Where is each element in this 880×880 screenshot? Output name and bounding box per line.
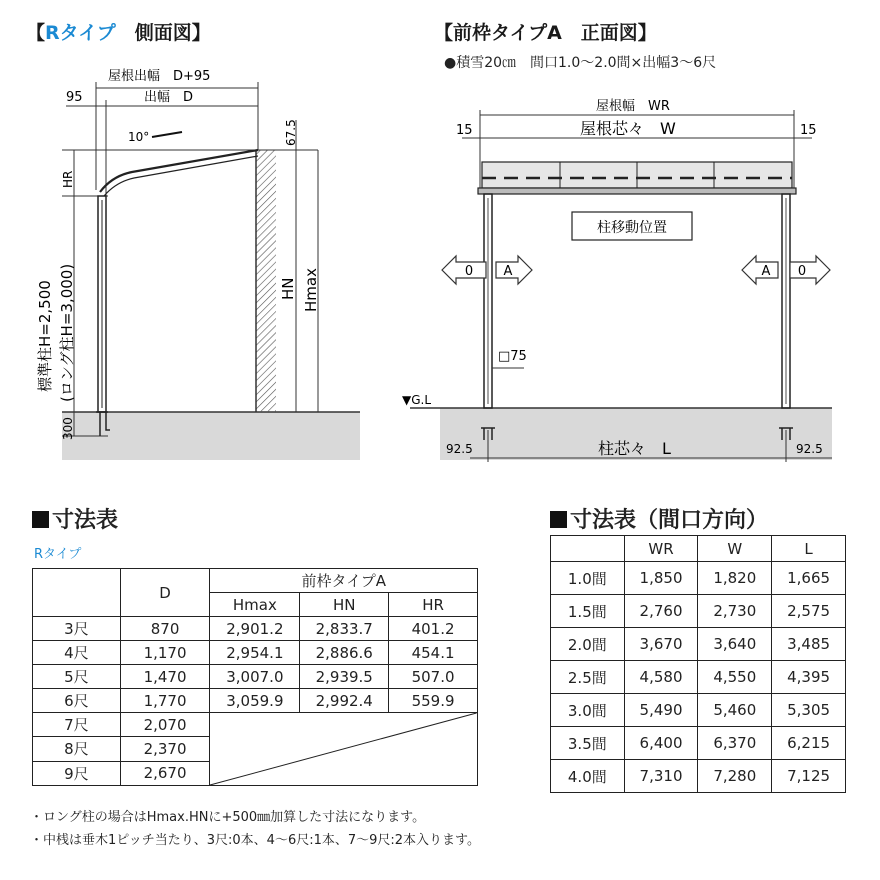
- wall-hatch: [256, 150, 276, 412]
- cell-l: 2,575: [772, 595, 846, 628]
- long-post-label: (ロング柱H=3,000): [58, 263, 76, 402]
- table2-title-text: 寸法表（間口方向）: [570, 508, 769, 533]
- cell-l: 6,215: [772, 727, 846, 760]
- left-15-label: 15: [456, 123, 473, 138]
- cell-hr: 454.1: [389, 641, 478, 665]
- cell-d: 870: [120, 617, 210, 641]
- angle-label: 10°: [128, 130, 150, 144]
- cell-hr: 507.0: [389, 665, 478, 689]
- front-view-title: 前枠タイプA 正面図】: [453, 22, 657, 44]
- table2-title: [550, 503, 768, 534]
- r-type-label: Rタイプ: [45, 22, 116, 44]
- cell-d: 2,070: [120, 713, 210, 737]
- cell-d: 2,370: [120, 737, 210, 761]
- cell-l: 4,395: [772, 661, 846, 694]
- cell-size: 6尺: [33, 689, 121, 713]
- cell-size: 7尺: [33, 713, 121, 737]
- cell-l: 1,665: [772, 562, 846, 595]
- arrow-right-icon: [790, 256, 830, 284]
- front-view-drawing: [402, 0, 880, 470]
- arrow-right-icon: [496, 256, 532, 284]
- cell-size: 4尺: [33, 641, 121, 665]
- side-view-drawing: [0, 0, 440, 470]
- post-core-label: 柱芯々 L: [598, 439, 671, 458]
- cell-wr: 7,310: [624, 760, 698, 793]
- table-row: [33, 665, 478, 689]
- cell-d: 1,470: [120, 665, 210, 689]
- right-15-label: 15: [800, 123, 817, 138]
- v67-label: 67.5: [284, 119, 298, 146]
- arrow-left-icon: [742, 256, 778, 284]
- hr-label: HR: [61, 170, 75, 188]
- cell-w: 2,730: [698, 595, 772, 628]
- table-row: [33, 641, 478, 665]
- front-frame: [478, 188, 796, 194]
- square-bullet-icon: [32, 511, 49, 528]
- table-row: [551, 661, 846, 694]
- table2-corner: [551, 536, 625, 562]
- cell-hr: 401.2: [389, 617, 478, 641]
- hn-label: HN: [279, 277, 297, 300]
- cell-size: 5尺: [33, 665, 121, 689]
- dimension-table-width: [550, 535, 846, 793]
- table1-col-hr: HR: [389, 593, 478, 617]
- snow-note: ●積雪20㎝ 間口1.0〜2.0間×出幅3〜6尺: [444, 55, 717, 71]
- zero-right-label: 0: [797, 264, 807, 279]
- post-move-label: 柱移動位置: [597, 220, 667, 236]
- cell-w: 6,370: [698, 727, 772, 760]
- roof-inner: [104, 156, 258, 196]
- a-left-label: A: [503, 264, 513, 279]
- table-row: [551, 694, 846, 727]
- table-row: [33, 617, 478, 641]
- table1-col-hn: HN: [300, 593, 389, 617]
- cell-wr: 2,760: [624, 595, 698, 628]
- cell-w: 7,280: [698, 760, 772, 793]
- roof-width-label: 屋根幅 WR: [596, 99, 670, 114]
- hmax-label: Hmax: [302, 268, 320, 312]
- table1-col-d: D: [120, 569, 210, 617]
- cell-wr: 1,850: [624, 562, 698, 595]
- notes: [30, 806, 480, 852]
- left-92-5-label: 92.5: [446, 442, 473, 456]
- table-row: [551, 727, 846, 760]
- note-long-post: ・ロング柱の場合はHmax.HNに+500㎜加算した寸法になります。: [30, 810, 426, 825]
- cell-hn: 2,833.7: [300, 617, 389, 641]
- diagonal-slash: [210, 713, 477, 785]
- cell-size: 8尺: [33, 737, 121, 761]
- v300-label: 300: [61, 417, 75, 440]
- bracket-open: 【: [26, 22, 46, 44]
- table-row: [33, 713, 478, 737]
- roof-outline: [100, 150, 258, 192]
- offset-95-label: 95: [66, 90, 83, 105]
- table1-title-text: 寸法表: [52, 508, 119, 533]
- cell-w: 1,820: [698, 562, 772, 595]
- table1-subtitle: Rタイプ: [34, 547, 82, 562]
- table2-col-l: L: [772, 536, 846, 562]
- cell-d: 2,670: [120, 761, 210, 785]
- cell-size: 3.0間: [551, 694, 625, 727]
- not-applicable-area: [210, 713, 478, 786]
- cell-size: 9尺: [33, 761, 121, 785]
- cell-size: 1.5間: [551, 595, 625, 628]
- bracket-open: 【: [434, 22, 454, 44]
- cell-size: 1.0間: [551, 562, 625, 595]
- roof-core-label: 屋根芯々 W: [580, 119, 676, 138]
- table1-group-header: 前枠タイプA: [210, 569, 478, 593]
- table-row: [551, 562, 846, 595]
- cell-wr: 4,580: [624, 661, 698, 694]
- cell-wr: 6,400: [624, 727, 698, 760]
- roof-overhang-label: 屋根出幅 D+95: [108, 69, 211, 84]
- cell-size: 2.0間: [551, 628, 625, 661]
- cell-wr: 3,670: [624, 628, 698, 661]
- note-middle-bar: ・中桟は垂木1ピッチ当たり、3尺:0本、4〜6尺:1本、7〜9尺:2本入ります。: [30, 833, 481, 848]
- table2-col-w: W: [698, 536, 772, 562]
- cell-hmax: 3,059.9: [210, 689, 300, 713]
- cell-d: 1,770: [120, 689, 210, 713]
- square-bullet-icon: [550, 511, 567, 528]
- cell-l: 3,485: [772, 628, 846, 661]
- cell-hmax: 2,901.2: [210, 617, 300, 641]
- right-92-5-label: 92.5: [796, 442, 823, 456]
- cell-hmax: 3,007.0: [210, 665, 300, 689]
- depth-label: 出幅 D: [144, 90, 194, 105]
- cell-hn: 2,992.4: [300, 689, 389, 713]
- side-view-title: 側面図】: [134, 22, 211, 44]
- cell-l: 5,305: [772, 694, 846, 727]
- table1-col-hmax: Hmax: [210, 593, 300, 617]
- cell-w: 4,550: [698, 661, 772, 694]
- angle-marker: [152, 132, 182, 137]
- a-right-label: A: [761, 264, 771, 279]
- cell-w: 5,460: [698, 694, 772, 727]
- dimension-table-r: [32, 568, 478, 786]
- cell-w: 3,640: [698, 628, 772, 661]
- zero-left-label: 0: [464, 264, 474, 279]
- std-post-label: 標準柱H=2,500: [36, 280, 54, 392]
- table-row: [33, 689, 478, 713]
- cell-hn: 2,886.6: [300, 641, 389, 665]
- cell-size: 2.5間: [551, 661, 625, 694]
- table1-corner: [33, 569, 121, 617]
- cell-l: 7,125: [772, 760, 846, 793]
- table-row: [551, 595, 846, 628]
- table1-title: [32, 503, 118, 534]
- cell-size: 3尺: [33, 617, 121, 641]
- table-row: [551, 628, 846, 661]
- cell-size: 4.0間: [551, 760, 625, 793]
- gl-label: ▼G.L: [402, 393, 432, 407]
- table2-col-wr: WR: [624, 536, 698, 562]
- table-row: [551, 760, 846, 793]
- cell-size: 3.5間: [551, 727, 625, 760]
- cell-hn: 2,939.5: [300, 665, 389, 689]
- cell-d: 1,170: [120, 641, 210, 665]
- cell-wr: 5,490: [624, 694, 698, 727]
- cell-hmax: 2,954.1: [210, 641, 300, 665]
- post-size-label: □75: [498, 349, 527, 364]
- cell-hr: 559.9: [389, 689, 478, 713]
